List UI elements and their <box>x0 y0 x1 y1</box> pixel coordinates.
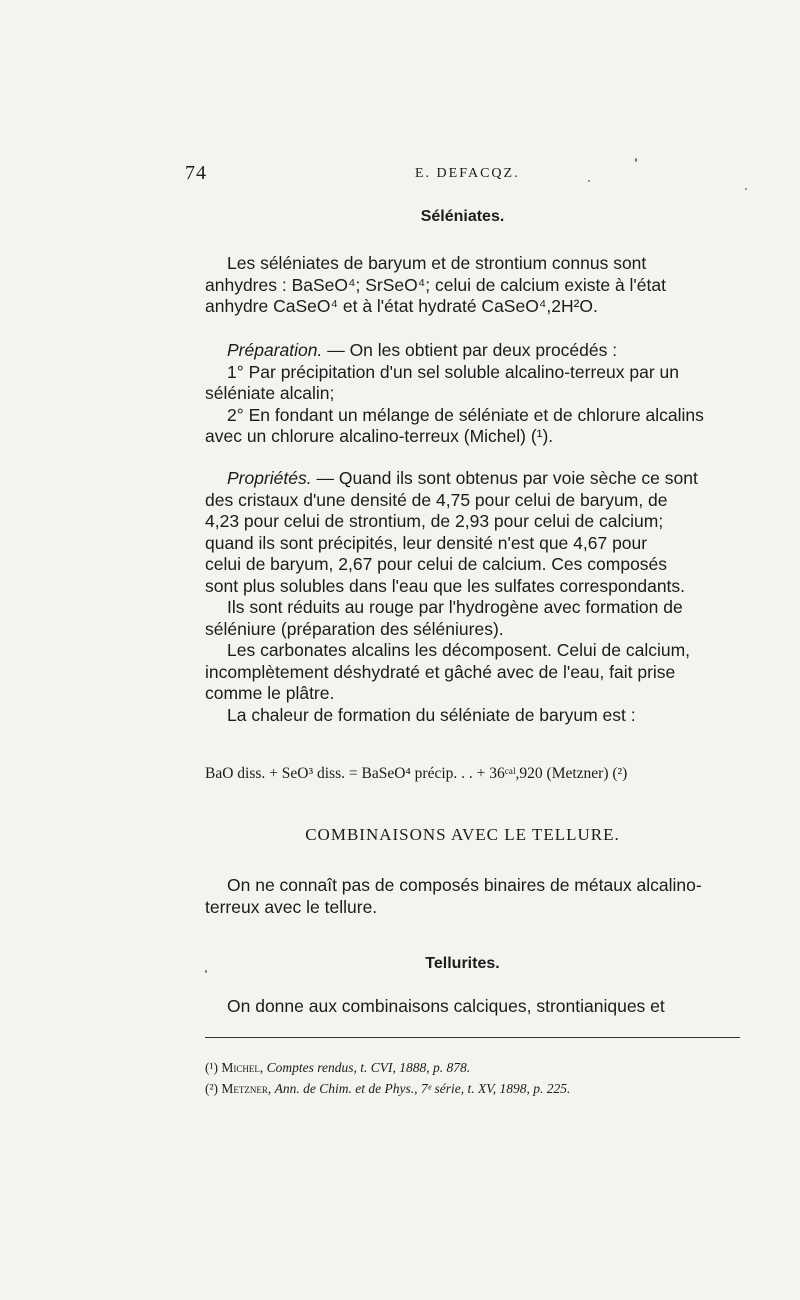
text-line: séléniure (préparation des séléniures). <box>205 618 504 639</box>
footnote-2 <box>205 1081 765 1097</box>
text-line: séléniate alcalin; <box>205 383 335 403</box>
text-line: On ne connaît pas de composés binaires de métaux alcalino- <box>227 875 702 895</box>
text-line: Les carbonates alcalins les décomposent. Celui de calcium, <box>227 640 691 660</box>
footnote-author: Michel, <box>221 1060 264 1075</box>
text-line: 1° Par précipitation d'un sel soluble alcalino-terreux par un <box>227 361 679 382</box>
text-line: — Quand ils sont obtenus par voie sèche ce sont <box>311 468 698 488</box>
text-line <box>205 468 765 490</box>
footnote-divider <box>205 1037 740 1038</box>
paragraph-preparation <box>205 340 765 448</box>
print-speck <box>745 188 747 190</box>
formation-heat-equation: BaO diss. + SeO³ diss. = BaSeO⁴ précip. . . + 36ᶜᵃˡ,920 (Metzner) (²) <box>205 765 628 782</box>
text-line <box>205 340 765 362</box>
text-line: La chaleur de formation du séléniate de baryum est : <box>227 704 636 725</box>
text-line: On donne aux combinaisons calciques, strontianiques et <box>227 996 665 1016</box>
print-speck <box>205 970 207 973</box>
text-line: anhydres : BaSeO⁴; SrSeO⁴; celui de calcium existe à l'état <box>205 274 666 295</box>
text-line: incomplètement déshydraté et gâché avec de l'eau, fait prise <box>205 661 676 682</box>
text-line: 2° En fondant un mélange de séléniate et de chlorure alcalins <box>227 404 704 425</box>
footnote-mark: (²) <box>205 1081 219 1096</box>
footnote-text: Ann. de Chim. et de Phys., 7ᵉ série, t. XV, 1898, p. 225. <box>274 1081 571 1096</box>
text-line: des cristaux d'une densité de 4,75 pour celui de baryum, de <box>205 489 668 510</box>
footnote-author: Metzner, <box>221 1081 272 1096</box>
text-line: Les séléniates de baryum et de strontium connus sont <box>227 253 647 273</box>
paragraph-tellure <box>205 875 765 918</box>
running-head: E. DEFACQZ. <box>415 166 520 181</box>
footnote-text: Comptes rendus, t. CVI, 1888, p. 878. <box>266 1060 471 1075</box>
text-line: avec un chlorure alcalino-terreux (Michel) (¹). <box>205 426 554 446</box>
text-line: — On les obtient par deux procédés : <box>322 340 618 360</box>
section-title-seleniates: Séléniates. <box>420 208 505 225</box>
page-number: 74 <box>185 162 207 184</box>
footnote-1 <box>205 1060 765 1076</box>
text-line: 4,23 pour celui de strontium, de 2,93 pour celui de calcium; <box>205 511 664 531</box>
text-line: sont plus solubles dans l'eau que les sulfates correspondants. <box>205 575 686 596</box>
text-line: celui de baryum, 2,67 pour celui de calcium. Ces composés <box>205 554 668 574</box>
text-line: quand ils sont précipités, leur densité n'est que 4,67 pour <box>205 532 648 553</box>
paragraph-intro <box>205 253 765 318</box>
proprietes-label: Propriétés. <box>227 468 312 488</box>
text-line: terreux avec le tellure. <box>205 896 378 917</box>
print-speck <box>588 180 590 182</box>
text-line: Ils sont réduits au rouge par l'hydrogène avec formation de <box>227 597 683 617</box>
paragraph-tellurites <box>205 996 765 1018</box>
footnote-mark: (¹) <box>205 1060 219 1075</box>
text-line: comme le plâtre. <box>205 683 335 703</box>
section-title-tellurites: Tellurites. <box>425 955 500 972</box>
section-title-tellure: COMBINAISONS AVEC LE TELLURE. <box>305 825 620 844</box>
print-speck <box>635 158 637 162</box>
text-line: anhydre CaSeO⁴ et à l'état hydraté CaSeO⁴,2H²O. <box>205 296 598 316</box>
paragraph-proprietes <box>205 468 765 726</box>
page-header <box>185 162 745 186</box>
preparation-label: Préparation. <box>227 340 323 360</box>
